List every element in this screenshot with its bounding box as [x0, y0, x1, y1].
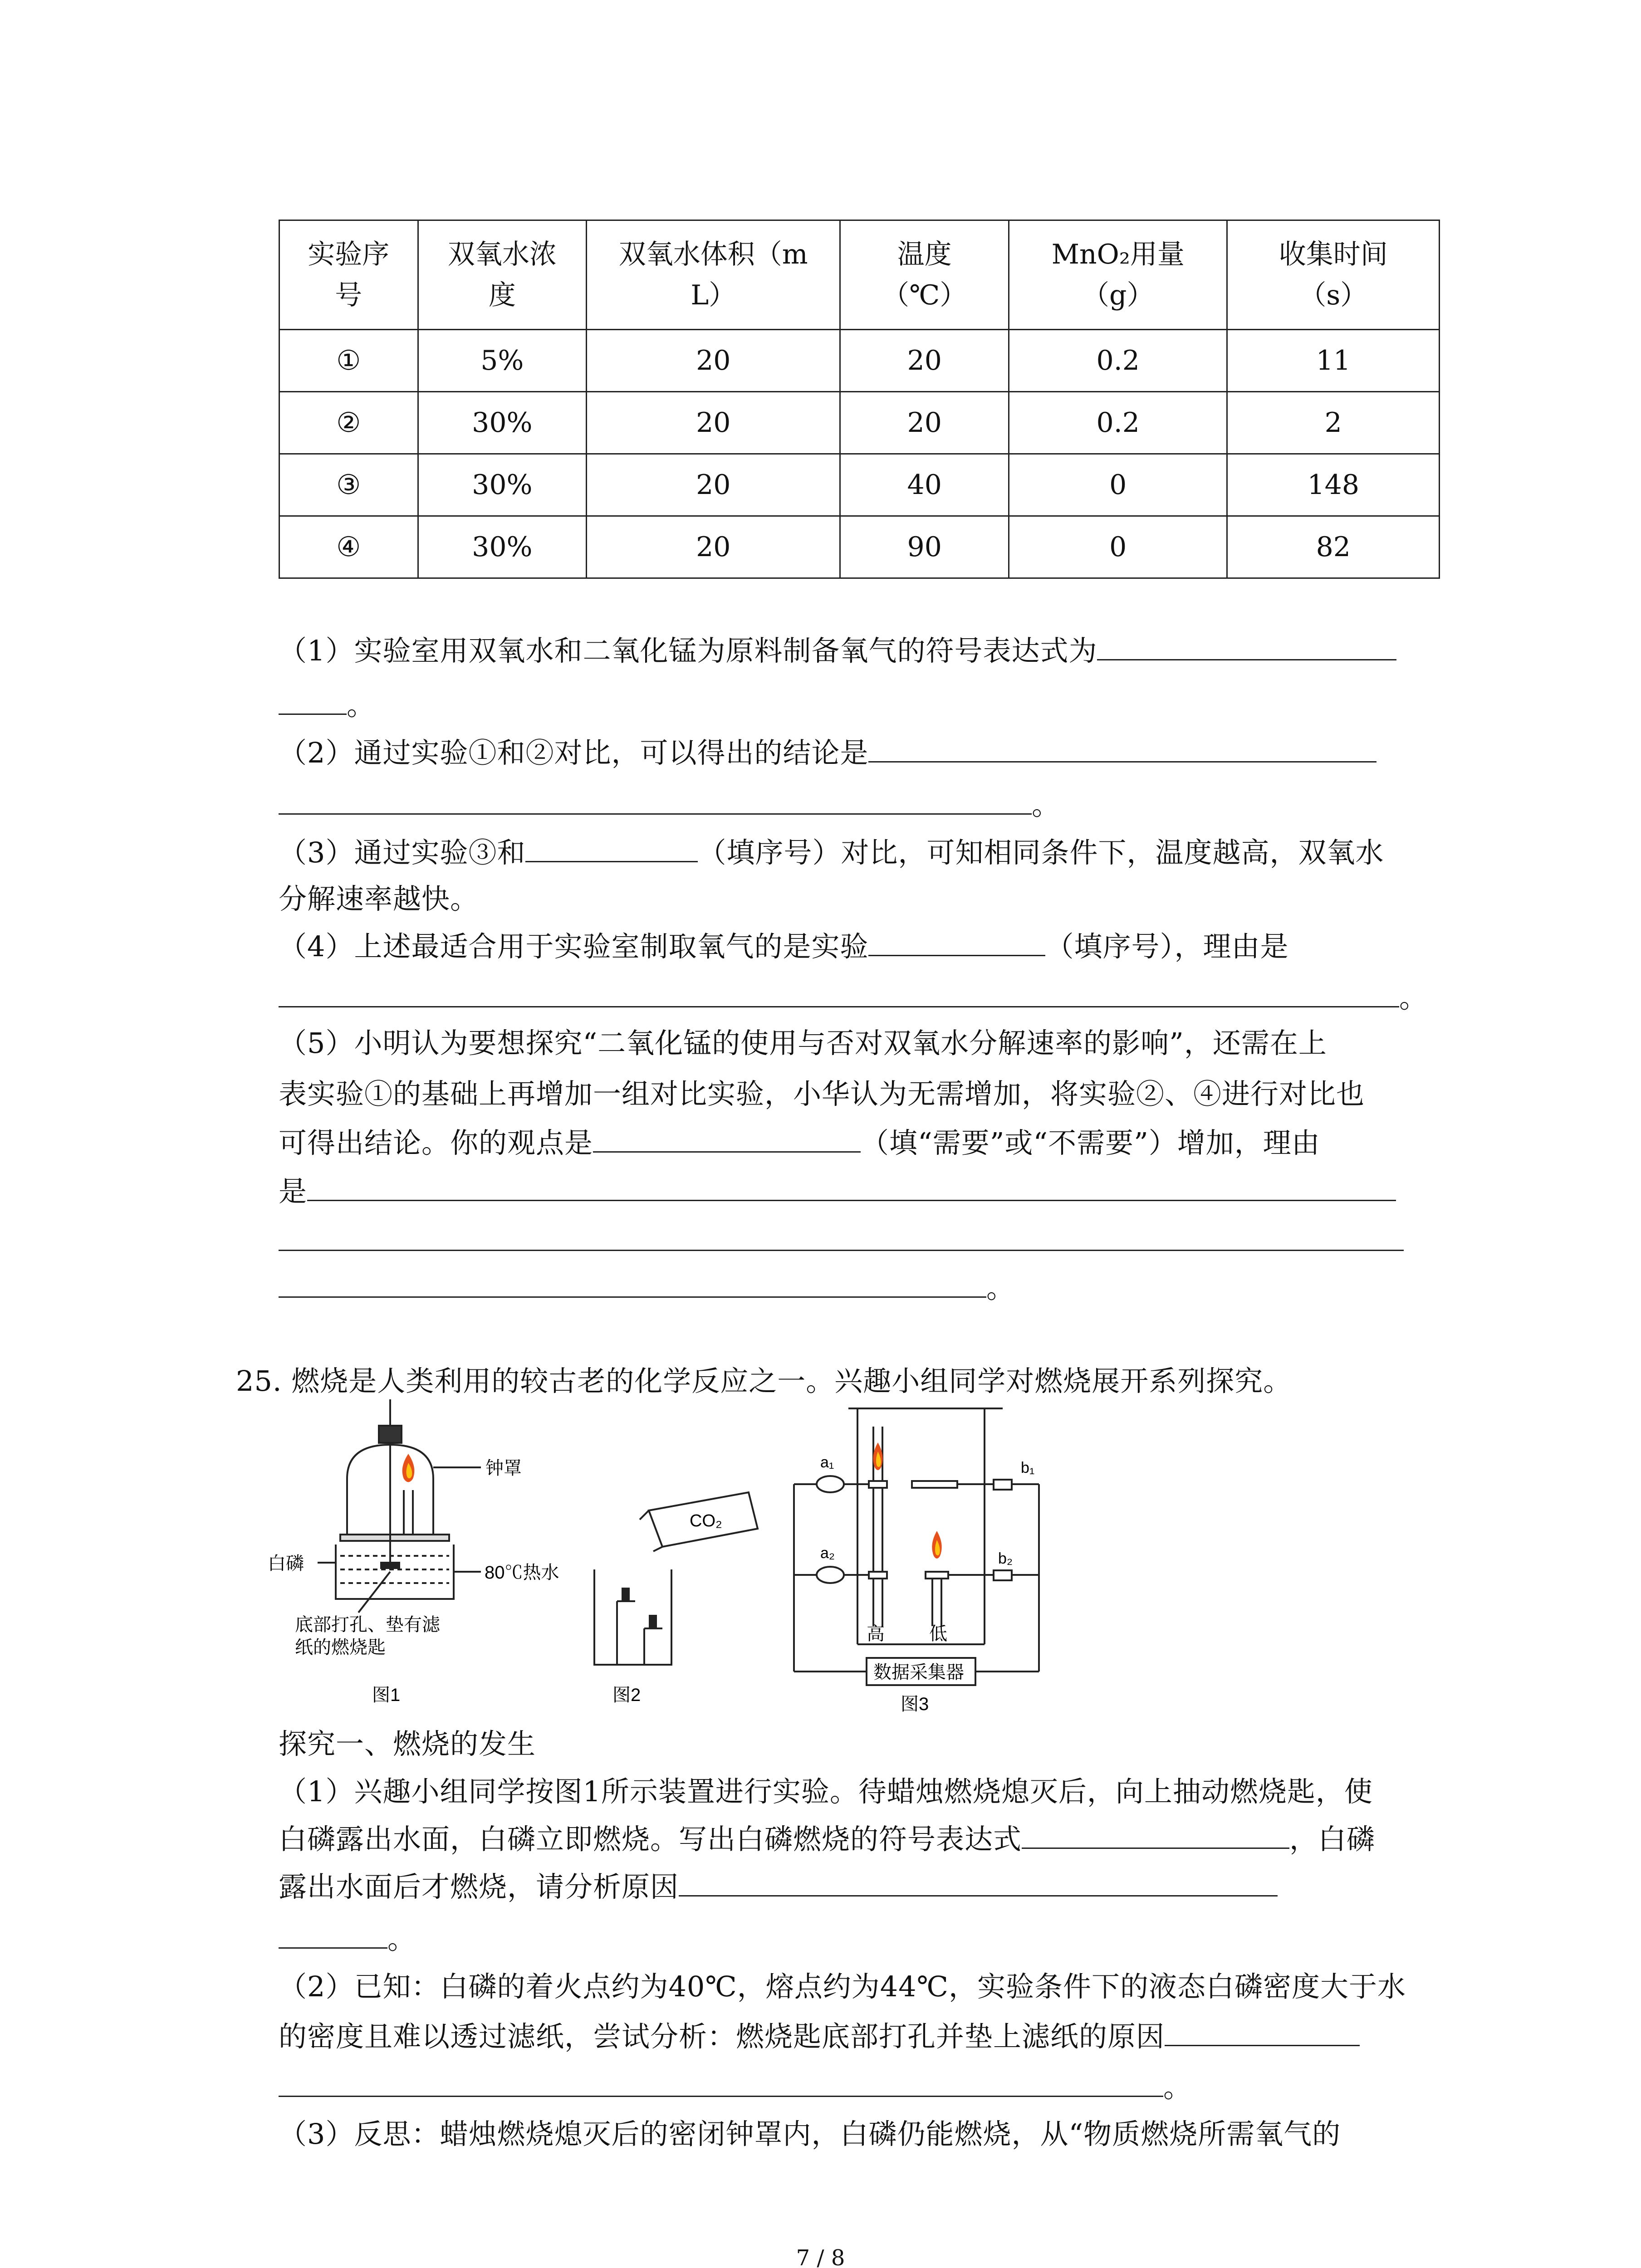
q24-part2-end: 。	[279, 782, 1060, 823]
figure-1-bell-jar	[268, 1399, 559, 1708]
answer-blank[interactable]	[868, 734, 1376, 763]
table-row	[279, 330, 1440, 392]
q25-part2-cont: 的密度且难以透过滤纸，尝试分析：燃烧匙底部打孔并垫上滤纸的原因	[279, 2014, 1360, 2054]
figure-3-apparatus	[785, 1399, 1075, 1717]
table-cell: 30%	[418, 454, 587, 516]
table-cell: 11	[1227, 330, 1440, 392]
label-a1: a₁	[820, 1454, 834, 1471]
table-header-cell: MnO₂用量 （g）	[1009, 220, 1227, 330]
figure-caption: 图3	[901, 1694, 929, 1714]
answer-blank[interactable]	[1165, 2018, 1360, 2046]
table-cell: 2	[1227, 392, 1440, 454]
table-header-cell: 双氧水体积（m L）	[587, 220, 840, 330]
answer-blank[interactable]	[1022, 1820, 1289, 1849]
experiment-table	[279, 220, 1440, 579]
answer-line[interactable]	[279, 1250, 1404, 1251]
table-row	[279, 516, 1440, 578]
q25-part1-cont: 白磷露出水面，白磷立即燃烧。写出白磷燃烧的符号表达式 ，白磷	[279, 1817, 1375, 1857]
q25-part2: （2）已知：白磷的着火点约为40℃，熔点约为44℃，实验条件下的液态白磷密度大于水	[279, 1970, 1406, 2003]
table-cell: 90	[840, 516, 1009, 578]
label-spoon: 纸的燃烧匙	[295, 1637, 386, 1657]
answer-blank[interactable]	[279, 1920, 387, 1949]
table-cell: 20	[587, 330, 840, 392]
label-co2: CO₂	[690, 1511, 722, 1530]
page-number: 7 / 8	[796, 2245, 845, 2268]
table-cell: 40	[840, 454, 1009, 516]
answer-blank[interactable]	[279, 2068, 1163, 2097]
table-cell: 0	[1009, 454, 1227, 516]
q24-part2: （2）通过实验①和②对比，可以得出的结论是	[279, 730, 1376, 771]
answer-blank[interactable]	[307, 1173, 1396, 1201]
section-title: 探究一、燃烧的发生	[279, 1727, 536, 1760]
table-row	[279, 392, 1440, 454]
q25-intro: 25. 燃烧是人类利用的较古老的化学反应之一。兴趣小组同学对燃烧展开系列探究。	[236, 1364, 1292, 1398]
table-cell: 30%	[418, 516, 587, 578]
table-header-cell: 双氧水浓 度	[418, 220, 587, 330]
label-bell-jar: 钟罩	[485, 1458, 522, 1478]
table-cell: ②	[279, 392, 418, 454]
table-cell: 20	[587, 454, 840, 516]
table-cell: 20	[840, 330, 1009, 392]
q24-part1-end: 。	[279, 683, 375, 723]
answer-blank[interactable]	[593, 1124, 861, 1153]
table-cell: 20	[840, 392, 1009, 454]
q24-part5-end: 。	[279, 1266, 1015, 1306]
label-spoon: 底部打孔、垫有滤	[295, 1615, 440, 1635]
q24-part5: （5）小明认为要想探究“二氧化锰的使用与否对双氧水分解速率的影响”，还需在上	[279, 1026, 1327, 1060]
table-cell: 0.2	[1009, 392, 1227, 454]
table-cell: 20	[587, 516, 840, 578]
table-cell: ①	[279, 330, 418, 392]
table-header-row	[279, 220, 1440, 330]
label-a2: a₂	[820, 1545, 835, 1562]
label-high: 高	[867, 1624, 885, 1644]
answer-blank[interactable]	[279, 979, 1399, 1007]
q24-part3: （3）通过实验③和 （填序号）对比，可知相同条件下，温度越高，双氧水	[279, 830, 1384, 870]
table-header-cell: 收集时间 （s）	[1227, 220, 1440, 330]
q24-part5-reason: 是	[279, 1169, 1396, 1209]
answer-blank[interactable]	[1097, 632, 1396, 660]
label-white-phosphorus: 白磷	[268, 1554, 304, 1574]
table-cell: 30%	[418, 392, 587, 454]
table-header-cell: 实验序 号	[279, 220, 418, 330]
table-cell: 0.2	[1009, 330, 1227, 392]
q24-part4: （4）上述最适合用于实验室制取氧气的是实验 （填序号），理由是	[279, 924, 1288, 964]
answer-blank[interactable]	[279, 786, 1032, 815]
answer-blank[interactable]	[279, 686, 347, 715]
q25-part3: （3）反思：蜡烛燃烧熄灭后的密闭钟罩内，白磷仍能燃烧，从“物质燃烧所需氧气的	[279, 2117, 1341, 2151]
figure-caption: 图2	[612, 1685, 641, 1705]
q25-part1-end: 。	[279, 1916, 416, 1957]
q24-part1: （1）实验室用双氧水和二氧化锰为原料制备氧气的符号表达式为	[279, 628, 1396, 669]
answer-blank[interactable]	[868, 928, 1045, 956]
q25-part2-end: 。	[279, 2065, 1192, 2105]
table-header-cell: 温度 （℃）	[840, 220, 1009, 330]
figure-caption: 图1	[372, 1685, 401, 1705]
label-data-collector: 数据采集器	[873, 1662, 964, 1682]
answer-blank[interactable]	[679, 1868, 1278, 1897]
table-cell: 20	[587, 392, 840, 454]
label-hot-water: 80℃热水	[485, 1563, 559, 1583]
answer-blank[interactable]	[279, 1269, 986, 1298]
q24-part4-end: 。	[279, 975, 1428, 1016]
q25-part1: （1）兴趣小组同学按图1所示装置进行实验。待蜡烛燃烧熄灭后，向上抽动燃烧匙，使	[279, 1775, 1373, 1808]
label-b2: b₂	[998, 1550, 1013, 1567]
table-cell: 0	[1009, 516, 1227, 578]
answer-blank[interactable]	[525, 834, 698, 862]
figure-2-beaker	[585, 1483, 767, 1708]
table-row	[279, 454, 1440, 516]
label-low: 低	[929, 1624, 947, 1644]
q24-part5-cont: 可得出结论。你的观点是 （填“需要”或“不需要”）增加，理由	[279, 1120, 1320, 1161]
table-cell: 82	[1227, 516, 1440, 578]
table-cell: ④	[279, 516, 418, 578]
table-cell: 148	[1227, 454, 1440, 516]
table-cell: ③	[279, 454, 418, 516]
table-cell: 5%	[418, 330, 587, 392]
q24-part5-cont: 表实验①的基础上再增加一组对比实验，小华认为无需增加，将实验②、④进行对比也	[279, 1077, 1365, 1110]
q24-part3-cont: 分解速率越快。	[279, 882, 479, 915]
label-b1: b₁	[1021, 1459, 1035, 1476]
q25-part1-cont: 露出水面后才燃烧，请分析原因	[279, 1864, 1278, 1905]
